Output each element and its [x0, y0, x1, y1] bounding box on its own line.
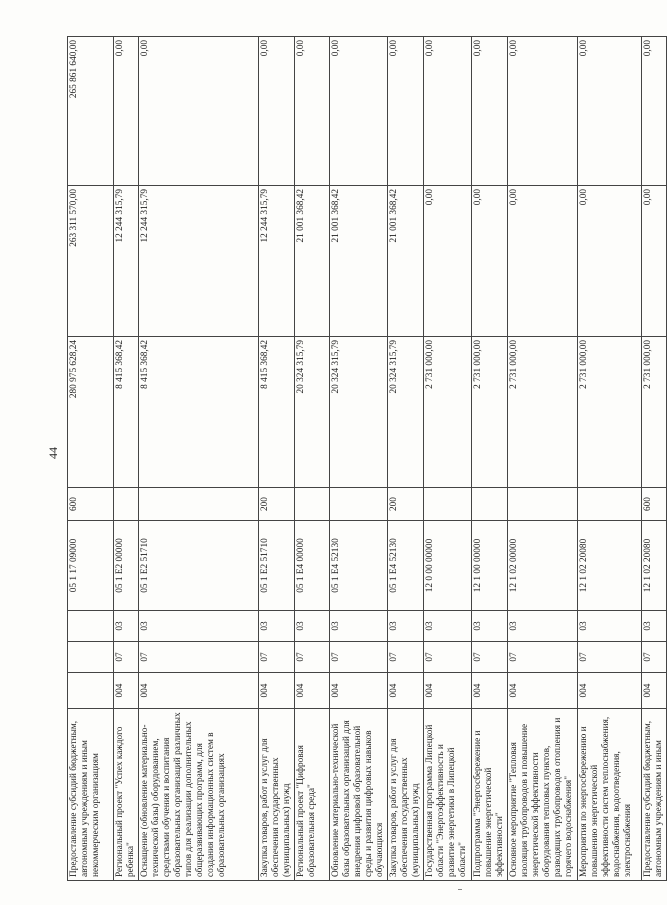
cell-y2021: 263 311 570,00: [68, 186, 114, 337]
budget-table: [67, 36, 667, 881]
cell-type: 600: [642, 488, 667, 521]
cell-target: 12 1 02 00000: [508, 521, 578, 611]
table-row: [139, 37, 259, 881]
cell-ministry: 004: [472, 673, 508, 709]
cell-ministry: 004: [259, 673, 295, 709]
cell-y2022: 0,00: [330, 37, 388, 186]
cell-name: Основное мероприятие "Тепловая изоляция трубопроводов и повышение энергетической эффективности оборудования тепловых пунктов, разводящих трубопроводов отопления и горячего водоснабжения": [508, 709, 578, 881]
cell-subsection: 03: [472, 611, 508, 642]
cell-y2022: 0,00: [295, 37, 330, 186]
table-row: [330, 37, 388, 881]
cell-type: 600: [68, 488, 114, 521]
cell-y2020: 2 731 000,00: [424, 337, 472, 488]
cell-section: 07: [388, 642, 424, 673]
cell-y2020: 2 731 000,00: [578, 337, 642, 488]
cell-ministry: 004: [295, 673, 330, 709]
cell-section: 07: [330, 642, 388, 673]
table-row: [114, 37, 139, 881]
cell-y2021: 0,00: [508, 186, 578, 337]
cell-y2022: 0,00: [508, 37, 578, 186]
cell-y2021: 12 244 315,79: [139, 186, 259, 337]
cell-type: [508, 488, 578, 521]
cell-y2022: 0,00: [578, 37, 642, 186]
cell-name: Предоставление субсидий бюджетным, автономным учреждениям и иным: [642, 709, 667, 881]
page-number: 44: [46, 447, 60, 459]
cell-subsection: 03: [578, 611, 642, 642]
cell-section: 07: [642, 642, 667, 673]
cell-type: [330, 488, 388, 521]
cell-y2022: 0,00: [642, 37, 667, 186]
cell-section: [68, 642, 114, 673]
cell-type: [578, 488, 642, 521]
table-row: [642, 37, 667, 881]
cell-subsection: 03: [424, 611, 472, 642]
cell-section: 07: [424, 642, 472, 673]
cell-y2021: 0,00: [578, 186, 642, 337]
cell-y2021: 21 001 368,42: [388, 186, 424, 337]
cell-y2020: 2 731 000,00: [508, 337, 578, 488]
cell-subsection: 03: [295, 611, 330, 642]
cell-subsection: 03: [259, 611, 295, 642]
table-row: [259, 37, 295, 881]
cell-y2020: 8 415 368,42: [259, 337, 295, 488]
cell-name: Государственная программа Липецкой области "Энергоэффективность и развитие энергетики в Липецкой области": [424, 709, 472, 881]
cell-name: Региональный проект "Цифровая образовательная среда": [295, 709, 330, 881]
cell-section: 07: [295, 642, 330, 673]
cell-ministry: [68, 673, 114, 709]
cell-y2020: 20 324 315,79: [295, 337, 330, 488]
cell-y2022: 0,00: [472, 37, 508, 186]
cell-target: 05 1 E4 52130: [388, 521, 424, 611]
cell-target: 12 1 02 20080: [642, 521, 667, 611]
table-row: [388, 37, 424, 881]
cell-target: 12 1 02 20080: [578, 521, 642, 611]
cell-ministry: 004: [139, 673, 259, 709]
table-row: [508, 37, 578, 881]
cell-target: 05 1 E2 00000: [114, 521, 139, 611]
cell-y2022: 0,00: [424, 37, 472, 186]
cell-type: [472, 488, 508, 521]
cell-section: 07: [472, 642, 508, 673]
cell-y2020: 20 324 315,79: [330, 337, 388, 488]
scan-mark: [458, 889, 462, 890]
cell-y2020: 8 415 368,42: [139, 337, 259, 488]
cell-name: Обновление материально-технической базы образовательных организаций для внедрения цифровой образовательной среды и развития цифровых навыков обучающихся: [330, 709, 388, 881]
cell-ministry: 004: [330, 673, 388, 709]
cell-ministry: 004: [642, 673, 667, 709]
cell-name: Мероприятия по энергосбережению и повышению энергетической эффективности систем теплоснабжения, водоснабжения, водоотведения, электроснабжения: [578, 709, 642, 881]
cell-y2022: 0,00: [388, 37, 424, 186]
table-row: [424, 37, 472, 881]
cell-type: [139, 488, 259, 521]
cell-y2021: 0,00: [472, 186, 508, 337]
cell-name: Региональный проект "Успех каждого ребенка": [114, 709, 139, 881]
cell-y2021: 0,00: [424, 186, 472, 337]
cell-y2022: 0,00: [259, 37, 295, 186]
cell-target: 05 1 E4 00000: [295, 521, 330, 611]
cell-y2022: 265 861 640,00: [68, 37, 114, 186]
cell-subsection: 03: [114, 611, 139, 642]
cell-target: 12 0 00 00000: [424, 521, 472, 611]
table-row: [472, 37, 508, 881]
cell-y2020: 8 415 368,42: [114, 337, 139, 488]
cell-subsection: [68, 611, 114, 642]
cell-type: [114, 488, 139, 521]
cell-subsection: 03: [508, 611, 578, 642]
cell-section: 07: [114, 642, 139, 673]
cell-y2020: 20 324 315,79: [388, 337, 424, 488]
cell-target: 12 1 00 00000: [472, 521, 508, 611]
cell-ministry: 004: [114, 673, 139, 709]
cell-type: [295, 488, 330, 521]
cell-ministry: 004: [424, 673, 472, 709]
cell-section: 07: [508, 642, 578, 673]
cell-name: Закупка товаров, работ и услуг для обеспечения государственных (муниципальных) нужд: [388, 709, 424, 881]
cell-y2021: 21 001 368,42: [330, 186, 388, 337]
cell-target: 05 1 17 09000: [68, 521, 114, 611]
cell-subsection: 03: [642, 611, 667, 642]
cell-target: 05 1 E2 51710: [259, 521, 295, 611]
cell-subsection: 03: [330, 611, 388, 642]
cell-y2021: 0,00: [642, 186, 667, 337]
cell-y2021: 21 001 368,42: [295, 186, 330, 337]
table-row: [68, 37, 114, 881]
cell-name: Закупка товаров, работ и услуг для обеспечения государственных (муниципальных) нужд: [259, 709, 295, 881]
cell-ministry: 004: [508, 673, 578, 709]
table-row: [295, 37, 330, 881]
cell-type: 200: [259, 488, 295, 521]
cell-section: 07: [139, 642, 259, 673]
cell-name: Подпрограмма "Энергосбережение и повышение энергетической эффективности": [472, 709, 508, 881]
cell-y2021: 12 244 315,79: [114, 186, 139, 337]
cell-type: 200: [388, 488, 424, 521]
rotated-table-container: [67, 37, 664, 881]
cell-section: 07: [578, 642, 642, 673]
cell-target: 05 1 E2 51710: [139, 521, 259, 611]
cell-subsection: 03: [139, 611, 259, 642]
cell-y2020: 280 975 628,24: [68, 337, 114, 488]
cell-ministry: 004: [578, 673, 642, 709]
cell-y2020: 2 731 000,00: [642, 337, 667, 488]
cell-ministry: 004: [388, 673, 424, 709]
cell-y2021: 12 244 315,79: [259, 186, 295, 337]
cell-type: [424, 488, 472, 521]
cell-y2022: 0,00: [114, 37, 139, 186]
cell-name: Предоставление субсидий бюджетным, автономным учреждениям и иным некоммерческим организациям: [68, 709, 114, 881]
table-row: [578, 37, 642, 881]
cell-section: 07: [259, 642, 295, 673]
cell-y2022: 0,00: [139, 37, 259, 186]
cell-subsection: 03: [388, 611, 424, 642]
cell-target: 05 1 E4 52130: [330, 521, 388, 611]
cell-y2020: 2 731 000,00: [472, 337, 508, 488]
cell-name: Оснащение (обновление материально-технической базы) оборудованием, средствами обучения и воспитания образовательных организаций различных типов для реализации дополнительных общеразвивающих программ, для создания информационных систем в образовательных организациях: [139, 709, 259, 881]
